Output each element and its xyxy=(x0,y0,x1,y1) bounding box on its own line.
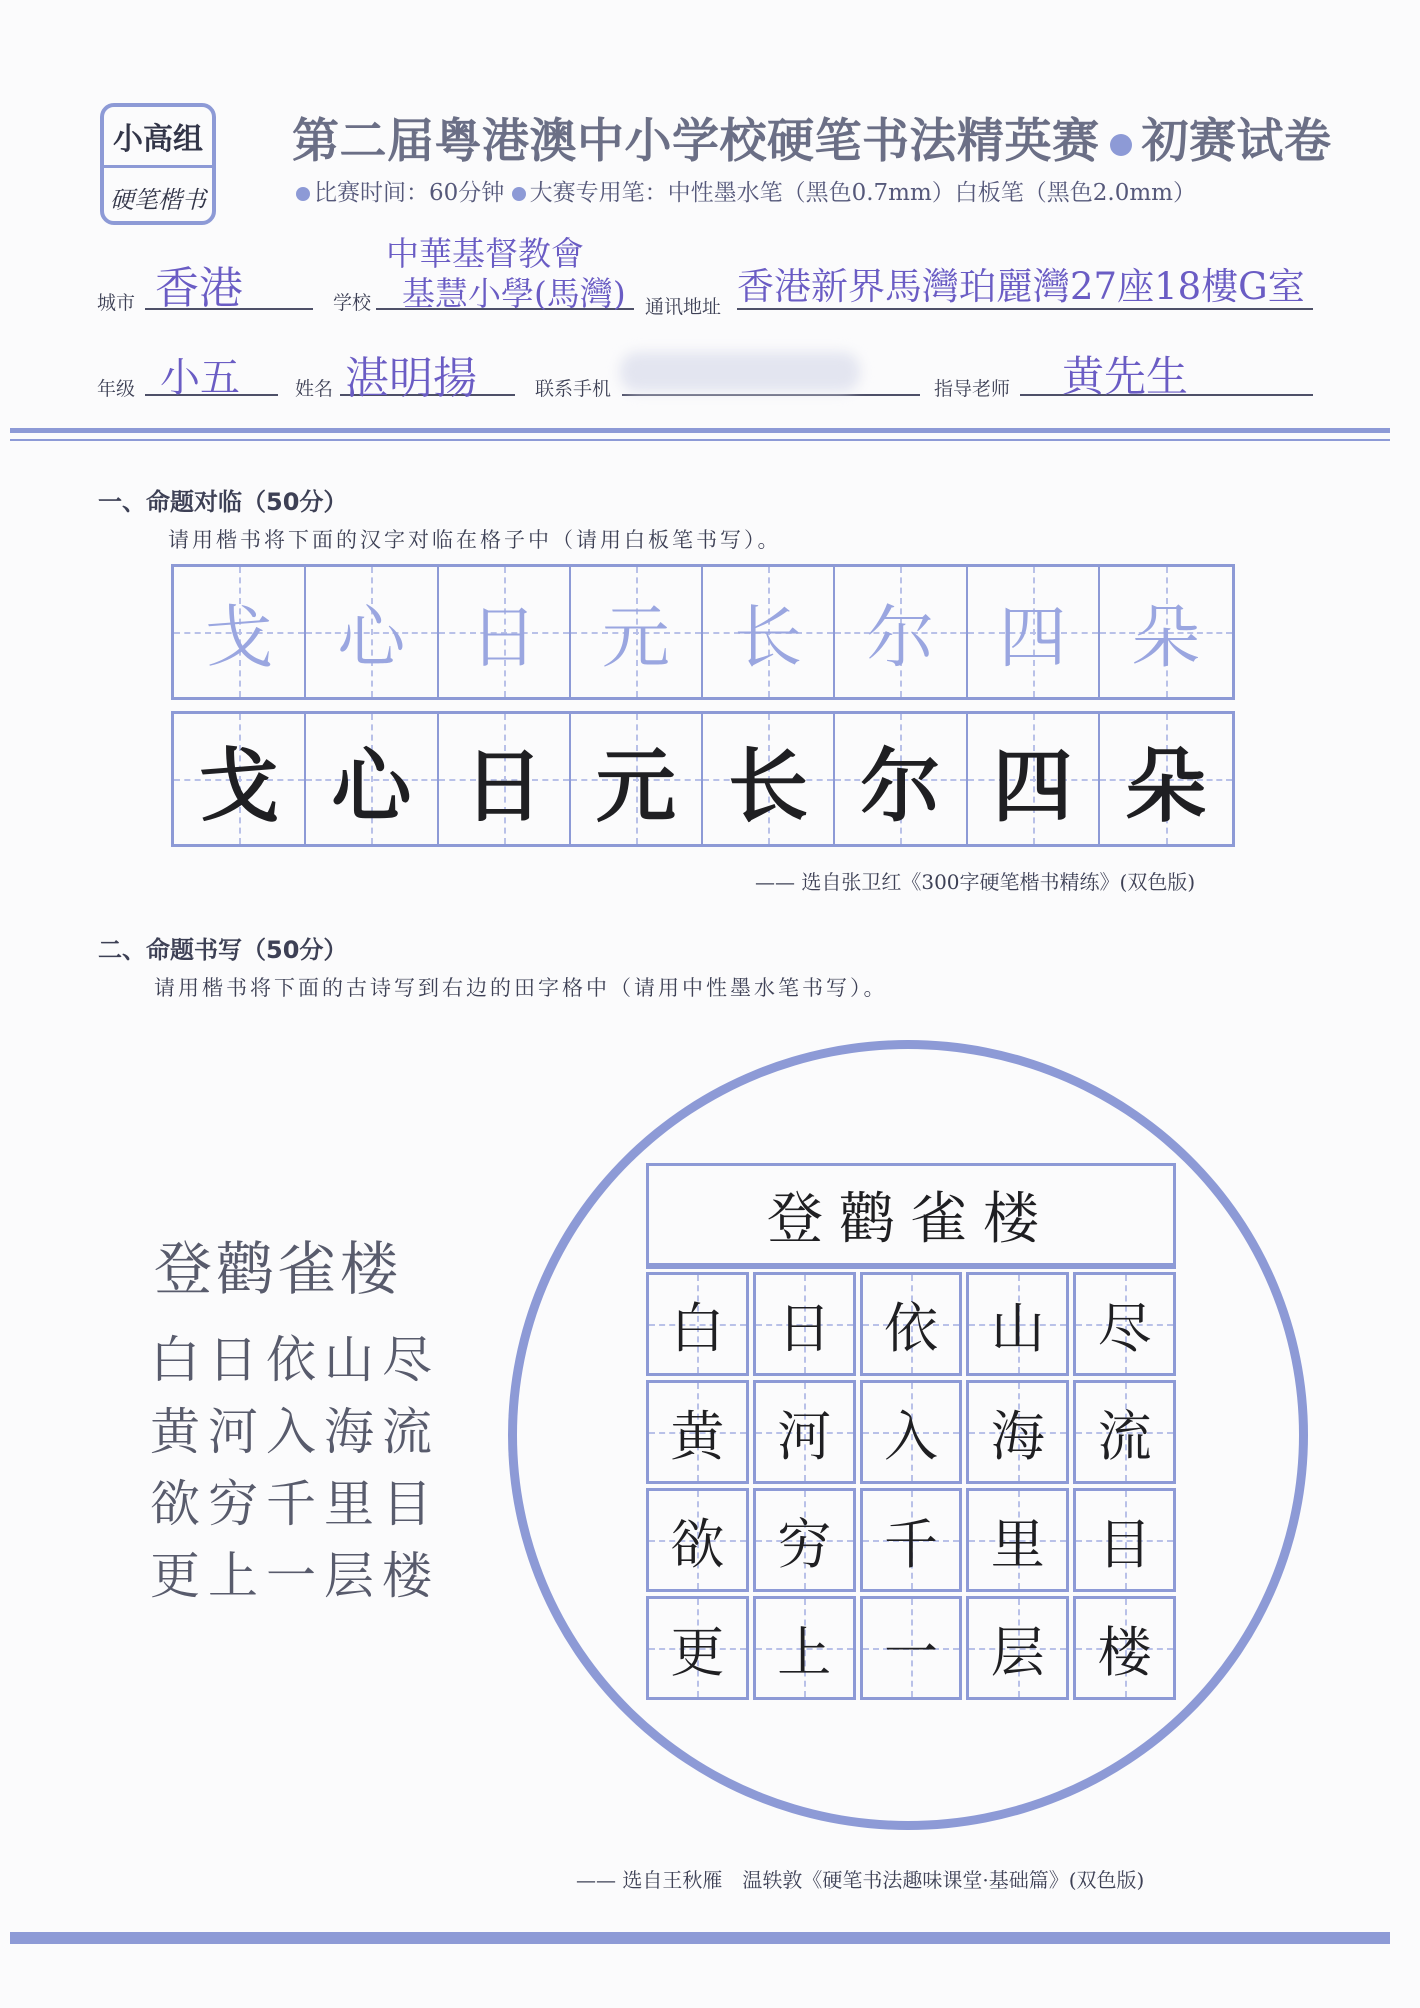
copy-char: 元 xyxy=(595,738,676,833)
bullet-dot-icon xyxy=(296,187,310,201)
written-char: 欲 xyxy=(670,1512,725,1576)
written-char: 更 xyxy=(670,1620,725,1684)
exam-title xyxy=(292,104,1332,171)
exam-time: 比赛时间：60分钟 xyxy=(314,180,505,206)
phone-label: 联系手机 xyxy=(535,378,612,400)
written-char: 日 xyxy=(777,1296,832,1360)
copy-char: 尔 xyxy=(860,738,941,833)
school-value-line2[interactable]: 基慧小學(馬灣) xyxy=(402,274,626,313)
poem-grid-cell[interactable] xyxy=(1073,1380,1176,1484)
poem-grid-cell[interactable] xyxy=(1073,1272,1176,1376)
copy-char: 朵 xyxy=(1125,738,1206,833)
poem-grid-row xyxy=(646,1380,1176,1484)
poem-grid-cell[interactable] xyxy=(860,1380,963,1484)
city-label: 城市 xyxy=(97,292,136,314)
poem-grid-cell[interactable] xyxy=(646,1380,749,1484)
badge-category: 硬笔楷书 xyxy=(110,185,206,214)
model-char: 心 xyxy=(337,598,406,678)
copy-cell[interactable] xyxy=(968,714,1100,844)
poem-line: 欲穷千里目 xyxy=(150,1475,440,1533)
copy-cell[interactable] xyxy=(174,714,306,844)
copy-char: 长 xyxy=(728,738,809,833)
poem-grid-cell[interactable] xyxy=(1073,1488,1176,1592)
copy-cell[interactable] xyxy=(571,714,703,844)
written-char: 流 xyxy=(1097,1404,1152,1468)
model-char: 长 xyxy=(734,598,803,678)
written-title-box[interactable]: 登鹳雀楼 xyxy=(646,1163,1176,1269)
poem-line: 白日依山尽 xyxy=(150,1331,440,1389)
copy-cell[interactable] xyxy=(835,714,967,844)
header-divider-thin xyxy=(10,439,1390,441)
written-char: 千 xyxy=(883,1512,938,1576)
title-dot-icon xyxy=(1110,134,1132,156)
poem-grid-cell[interactable] xyxy=(646,1272,749,1376)
written-char: 河 xyxy=(777,1404,832,1468)
phone-redacted[interactable] xyxy=(620,352,860,392)
model-char: 朵 xyxy=(1131,598,1200,678)
written-char: 一 xyxy=(883,1620,938,1684)
copy-char: 四 xyxy=(992,738,1073,833)
poem-grid-row xyxy=(646,1488,1176,1592)
poem-grid-cell[interactable] xyxy=(753,1488,856,1592)
model-cell xyxy=(703,567,835,697)
name-label: 姓名 xyxy=(295,378,334,400)
school-label: 学校 xyxy=(333,292,372,314)
written-char: 尽 xyxy=(1097,1296,1152,1360)
poem-grid-cell[interactable] xyxy=(1073,1596,1176,1700)
model-char: 四 xyxy=(998,598,1067,678)
model-cell xyxy=(968,567,1100,697)
written-char: 目 xyxy=(1097,1512,1152,1576)
written-char: 海 xyxy=(990,1404,1045,1468)
copy-char: 心 xyxy=(331,738,412,833)
copy-cell[interactable] xyxy=(703,714,835,844)
written-char: 黄 xyxy=(670,1404,725,1468)
section2-title: 二、命题书写（50分） xyxy=(98,936,348,964)
poem-writing-grid[interactable] xyxy=(646,1272,1176,1700)
exam-subtitle xyxy=(296,174,1196,207)
written-char: 上 xyxy=(777,1620,832,1684)
poem-grid-cell[interactable] xyxy=(860,1596,963,1700)
model-cell xyxy=(174,567,306,697)
section1-source: —— 选自张卫红《300字硬笔楷书精练》(双色版) xyxy=(755,870,1196,894)
group-badge xyxy=(100,103,216,225)
written-char: 山 xyxy=(990,1296,1045,1360)
poem-grid-cell[interactable] xyxy=(860,1488,963,1592)
model-char: 元 xyxy=(601,598,670,678)
copy-cell[interactable] xyxy=(306,714,438,844)
address-label: 通讯地址 xyxy=(645,296,722,318)
grade-label: 年级 xyxy=(97,378,136,400)
exam-pens: 大赛专用笔：中性墨水笔（黑色0.7mm）白板笔（黑色2.0mm） xyxy=(529,180,1196,206)
exam-title-main: 第二届粤港澳中小学校硬笔书法精英赛 xyxy=(292,114,1100,169)
written-char: 依 xyxy=(883,1296,938,1360)
poem-grid-cell[interactable] xyxy=(753,1272,856,1376)
poem-title: 登鹳雀楼 xyxy=(154,1235,403,1303)
poem-grid-cell[interactable] xyxy=(966,1596,1069,1700)
model-char: 戈 xyxy=(205,598,274,678)
poem-grid-cell[interactable] xyxy=(646,1488,749,1592)
city-value[interactable]: 香港 xyxy=(155,263,243,314)
written-char: 楼 xyxy=(1097,1620,1152,1684)
written-char: 入 xyxy=(883,1404,938,1468)
address-value[interactable]: 香港新界馬灣珀麗灣27座18樓G室 xyxy=(737,265,1305,308)
copy-cell[interactable] xyxy=(439,714,571,844)
model-char: 日 xyxy=(469,598,538,678)
written-char: 层 xyxy=(990,1620,1045,1684)
footer-band xyxy=(10,1932,1390,1944)
poem-grid-cell[interactable] xyxy=(860,1272,963,1376)
model-cell xyxy=(1100,567,1232,697)
copy-char: 戈 xyxy=(199,738,280,833)
poem-grid-cell[interactable] xyxy=(966,1272,1069,1376)
model-cell xyxy=(835,567,967,697)
exam-title-suffix: 初赛试卷 xyxy=(1141,114,1332,169)
poem-grid-row xyxy=(646,1596,1176,1700)
badge-group: 小高组 xyxy=(104,107,212,168)
copy-cell[interactable] xyxy=(1100,714,1232,844)
poem-grid-cell[interactable] xyxy=(966,1488,1069,1592)
poem-grid-cell[interactable] xyxy=(753,1596,856,1700)
poem-grid-cell[interactable] xyxy=(646,1596,749,1700)
written-char: 白 xyxy=(670,1296,725,1360)
section1-title: 一、命题对临（50分） xyxy=(98,488,348,516)
section2-instruction: 请用楷书将下面的古诗写到右边的田字格中（请用中性墨水笔书写）。 xyxy=(154,976,888,1000)
bullet-dot-icon xyxy=(512,187,526,201)
phone-underline xyxy=(622,394,920,396)
copy-char-row[interactable] xyxy=(171,711,1235,847)
poem-line: 更上一层楼 xyxy=(150,1547,440,1605)
school-value-line1[interactable]: 中華基督教會 xyxy=(386,234,584,273)
written-char: 里 xyxy=(990,1512,1045,1576)
model-char: 尔 xyxy=(866,598,935,678)
written-char: 穷 xyxy=(777,1512,832,1576)
poem-grid-cell[interactable] xyxy=(966,1380,1069,1484)
poem-line: 黄河入海流 xyxy=(150,1403,440,1461)
poem-grid-row xyxy=(646,1272,1176,1376)
header-divider xyxy=(10,428,1390,433)
copy-char: 日 xyxy=(463,738,544,833)
model-cell xyxy=(439,567,571,697)
section1-instruction: 请用楷书将下面的汉字对临在格子中（请用白板笔书写）。 xyxy=(168,528,782,552)
teacher-label: 指导老师 xyxy=(934,378,1011,400)
model-cell xyxy=(306,567,438,697)
poem-grid-cell[interactable] xyxy=(753,1380,856,1484)
name-value[interactable]: 湛明揚 xyxy=(345,353,477,404)
grade-value[interactable]: 小五 xyxy=(160,355,240,401)
model-cell xyxy=(571,567,703,697)
teacher-value[interactable]: 黄先生 xyxy=(1062,352,1189,401)
section2-source: —— 选自王秋雁 温轶敦《硬笔书法趣味课堂·基础篇》(双色版) xyxy=(576,1868,1145,1892)
model-char-row xyxy=(171,564,1235,700)
